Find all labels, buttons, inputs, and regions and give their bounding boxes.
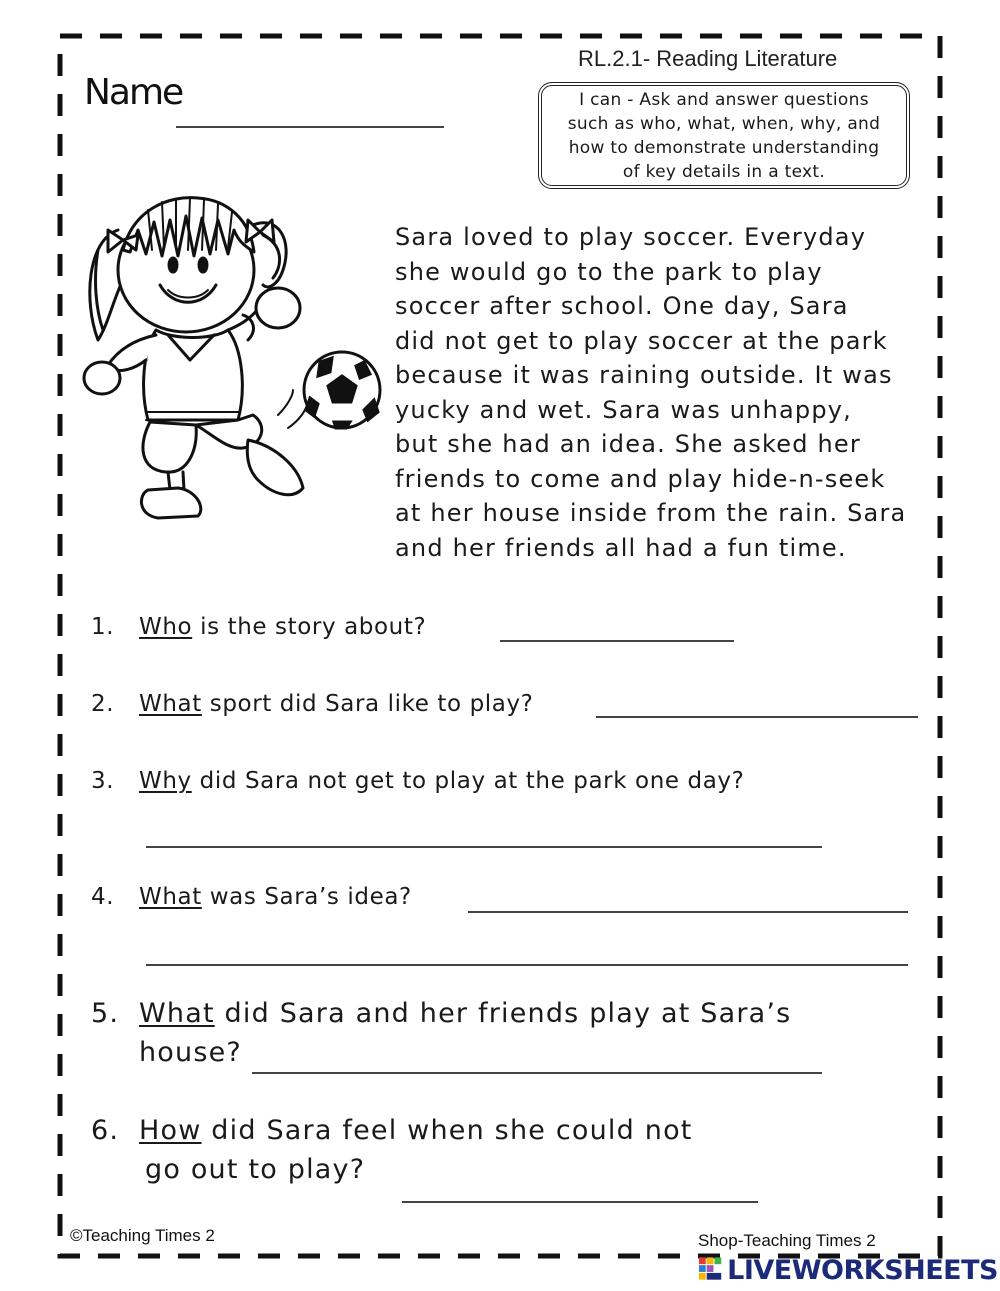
question-6-line2: go out to play?	[145, 1154, 366, 1185]
question-text	[139, 768, 744, 794]
i-can-line: how to demonstrate understanding	[568, 137, 880, 158]
i-can-line: such as who, what, when, why, and	[567, 113, 881, 134]
question-number: 4.	[91, 884, 115, 910]
question-text	[139, 1115, 693, 1146]
i-can-statement-box	[538, 82, 910, 189]
question-keyword: What	[139, 691, 202, 717]
answer-line-5[interactable]	[252, 1072, 822, 1074]
answer-line-3[interactable]	[146, 846, 822, 848]
question-rest: did Sara not get to play at the park one day?	[191, 768, 745, 794]
answer-line-4a[interactable]	[468, 911, 908, 913]
question-rest: did Sara and her friends play at Sara’s	[214, 998, 792, 1029]
answer-line-2[interactable]	[596, 716, 918, 718]
i-can-line: of key details in a text.	[622, 161, 826, 182]
question-keyword: What	[139, 884, 202, 910]
story-line: did not get to play soccer at the park	[395, 326, 888, 355]
name-field[interactable]	[176, 126, 444, 128]
story-line: soccer after school. One day, Sara	[395, 292, 849, 320]
question-number: 6.	[91, 1115, 120, 1146]
story-line: friends to come and play hide-n-seek	[395, 464, 886, 493]
answer-line-6[interactable]	[402, 1201, 758, 1203]
question-number: 1.	[91, 614, 115, 640]
question-text	[139, 614, 426, 640]
liveworksheets-logo-icon	[698, 1255, 723, 1285]
question-keyword: What	[139, 998, 215, 1029]
question-keyword: Why	[139, 768, 192, 794]
question-rest: is the story about?	[192, 614, 427, 640]
story-line: she would go to the park to play	[395, 257, 823, 286]
shop-label: Shop-Teaching Times 2	[698, 1231, 876, 1250]
answer-line-1[interactable]	[500, 640, 734, 642]
question-rest: did Sara feel when she could not	[201, 1115, 693, 1146]
name-label: Name	[84, 72, 183, 113]
i-can-line: I can - Ask and answer questions	[579, 89, 869, 110]
story-line: yucky and wet. Sara was unhappy,	[395, 395, 852, 424]
story-line: because it was raining outside. It was	[395, 361, 893, 389]
liveworksheets-watermark	[698, 1252, 998, 1288]
question-number: 3.	[91, 768, 115, 794]
story-line: at her house inside from the rain. Sara	[395, 499, 907, 527]
copyright-label: ©Teaching Times 2	[70, 1226, 215, 1245]
question-keyword: How	[139, 1115, 202, 1146]
standard-label: RL.2.1- Reading Literature	[578, 46, 838, 71]
girl-kicking-soccer-ball-icon	[78, 190, 388, 530]
story-passage	[395, 220, 923, 565]
question-text	[139, 998, 791, 1029]
question-rest: was Sara’s idea?	[201, 884, 412, 910]
question-number: 5.	[91, 998, 120, 1029]
story-line: but she had an idea. She asked her	[395, 430, 861, 458]
watermark-text: LIVEWORKSHEETS	[727, 1254, 998, 1286]
question-number: 2.	[91, 691, 115, 717]
question-text	[139, 691, 534, 717]
question-text	[139, 884, 412, 910]
question-5-line2: house?	[139, 1037, 242, 1068]
question-rest: sport did Sara like to play?	[201, 691, 534, 717]
story-line: and her friends all had a fun time.	[395, 533, 847, 562]
answer-line-4b[interactable]	[146, 964, 908, 966]
story-line: Sara loved to play soccer. Everyday	[395, 223, 867, 251]
question-keyword: Who	[139, 614, 193, 640]
